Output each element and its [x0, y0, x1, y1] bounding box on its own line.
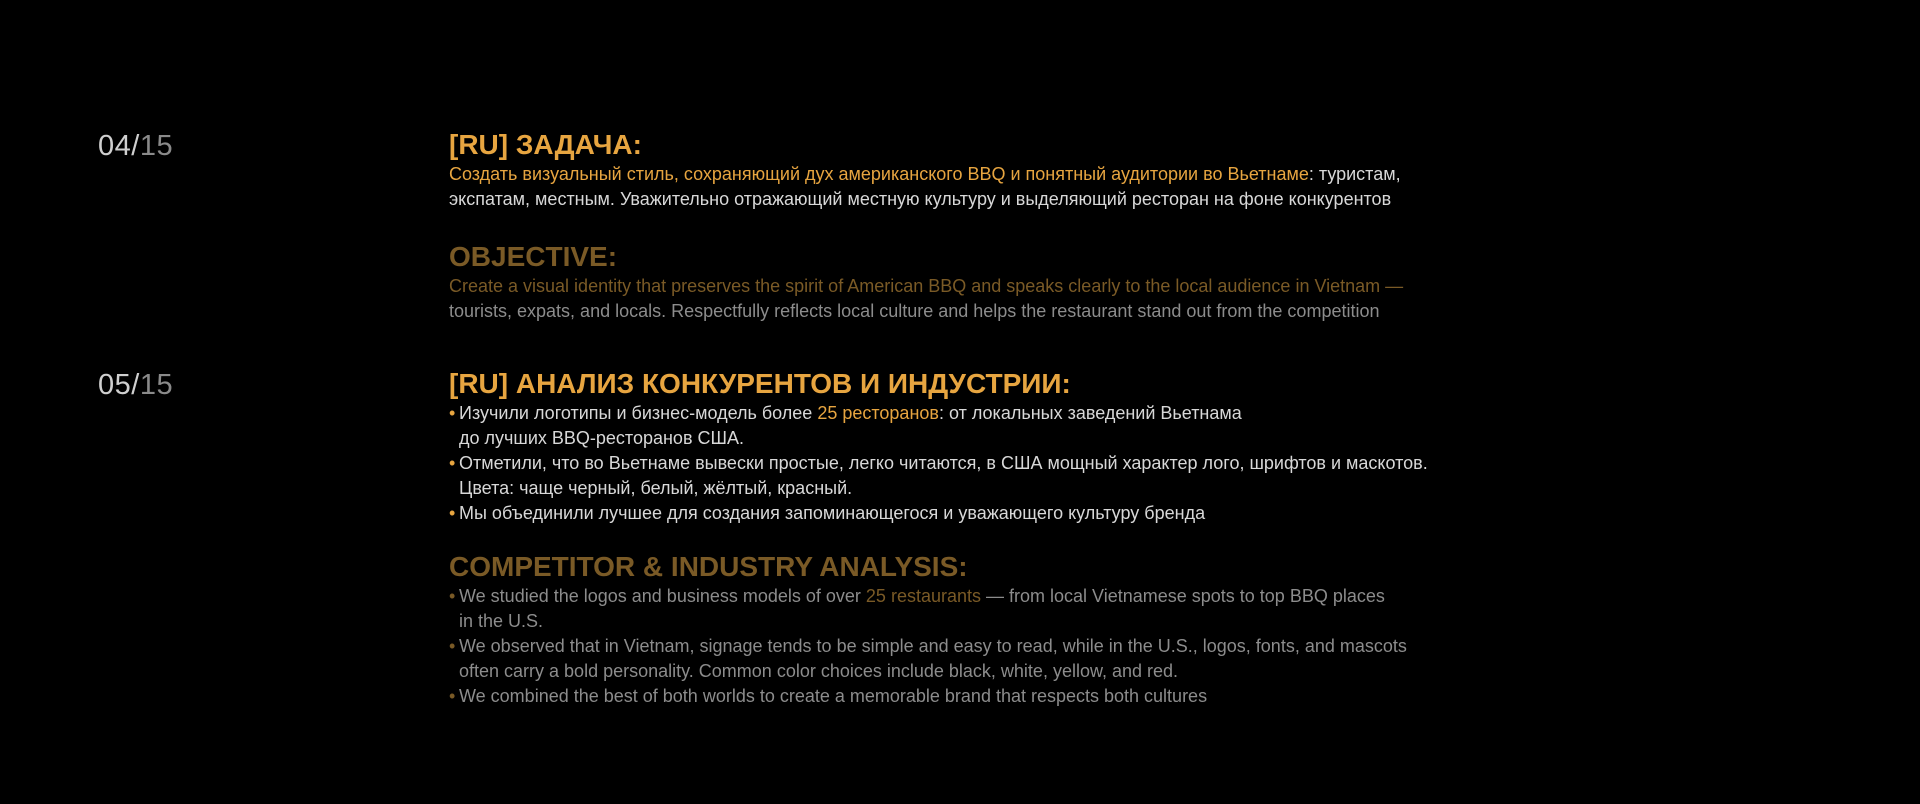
bullet-text-pre: We combined the best of both worlds to create a memorable brand that respects both cultures	[459, 686, 1208, 706]
bullet-highlight: 25 restaurants	[865, 586, 981, 606]
bullet-text-post: — from local Vietnamese spots to top BBQ places	[981, 586, 1385, 606]
bullet-dot: •	[449, 686, 456, 706]
en-objective-highlight: Create a visual identity that preserves the spirit of American BBQ and speaks clearly to the local audience in Vietnam —	[449, 276, 1404, 296]
bullet-text-pre: We observed that in Vietnam, signage tends to be simple and easy to read, while in the U.S., logos, fonts, and mascots	[459, 636, 1407, 656]
list-item	[449, 451, 1509, 501]
en-analysis-list	[449, 584, 1509, 709]
slide-05-content	[449, 367, 1509, 709]
slide-counter	[98, 369, 173, 402]
counter-current: 04	[98, 130, 132, 162]
list-item	[449, 401, 1509, 451]
bullet-dot: •	[449, 503, 456, 523]
ru-task-text	[449, 162, 1509, 212]
en-analysis-heading: COMPETITOR & INDUSTRY ANALYSIS:	[449, 551, 968, 582]
list-item	[449, 584, 1509, 634]
counter-total: 15	[139, 130, 174, 162]
bullet-dot: •	[449, 403, 456, 423]
counter-current: 05	[98, 369, 132, 401]
ru-task-line2: экспатам, местным. Уважительно отражающий местную культуру и выделяющий ресторан на фоне конкурентов	[449, 189, 1392, 209]
ru-analysis-list	[449, 401, 1509, 526]
ru-task-heading: [RU] ЗАДАЧА:	[449, 129, 642, 160]
en-objective-text	[449, 274, 1509, 324]
bullet-text-line2: до лучших BBQ-ресторанов США.	[459, 428, 745, 448]
en-objective-line2: tourists, expats, and locals. Respectfully reflects local culture and helps the restaurant stand out from the competition	[449, 301, 1380, 321]
list-item	[449, 501, 1509, 526]
ru-analysis-heading: [RU] АНАЛИЗ КОНКУРЕНТОВ И ИНДУСТРИИ:	[449, 368, 1071, 399]
bullet-dot: •	[449, 453, 456, 473]
bullet-text-line2: Цвета: чаще черный, белый, жёлтый, красный.	[459, 478, 853, 498]
bullet-text-pre: Изучили логотипы и бизнес-модель более	[459, 403, 818, 423]
ru-task-highlight: Создать визуальный стиль, сохраняющий дух американского BBQ и понятный аудитории во Вьетнаме	[449, 164, 1309, 184]
bullet-text-pre: Отметили, что во Вьетнаме вывески простые, легко читаются, в США мощный характер лого, шрифтов и маскотов.	[459, 453, 1428, 473]
en-objective-heading: OBJECTIVE:	[449, 241, 618, 272]
counter-separator: /	[131, 369, 140, 401]
counter-total: 15	[139, 369, 174, 401]
bullet-text-post: : от локальных заведений Вьетнама	[938, 403, 1242, 423]
bullet-highlight: 25 ресторанов	[817, 403, 939, 423]
list-item	[449, 634, 1509, 684]
bullet-dot: •	[449, 636, 456, 656]
bullet-dot: •	[449, 586, 456, 606]
bullet-text-pre: Мы объединили лучшее для создания запоминающегося и уважающего культуру бренда	[459, 503, 1206, 523]
slide-counter	[98, 130, 173, 163]
counter-separator: /	[131, 130, 140, 162]
bullet-text-pre: We studied the logos and business models of over	[459, 586, 866, 606]
bullet-text-line2: in the U.S.	[459, 611, 544, 631]
list-item	[449, 684, 1509, 709]
bullet-text-line2: often carry a bold personality. Common color choices include black, white, yellow, and red.	[459, 661, 1179, 681]
slide-04-content	[449, 128, 1509, 324]
ru-task-rest-line1: : туристам,	[1308, 164, 1401, 184]
